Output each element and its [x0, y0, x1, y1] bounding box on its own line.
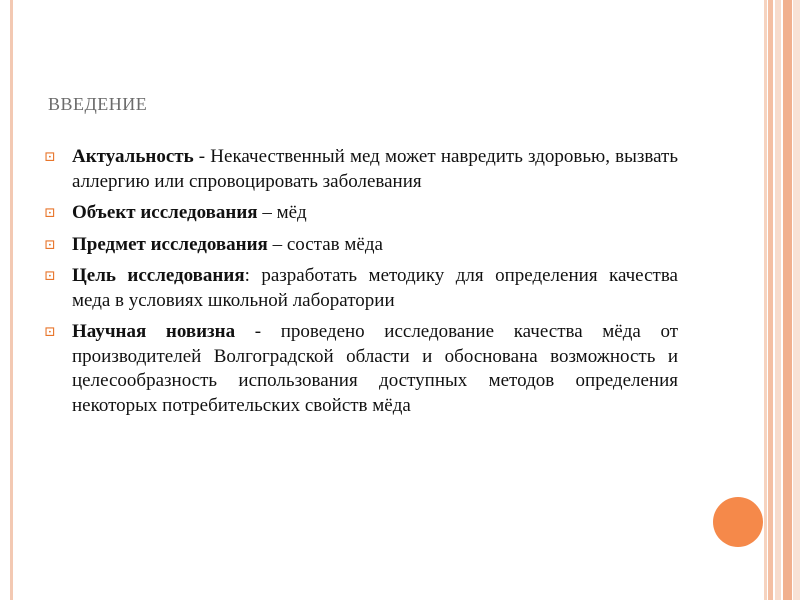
item-term: Предмет исследования	[72, 233, 268, 255]
bullet-icon: ⊡	[44, 237, 56, 253]
item-text: - проведено исследование качества мёда от производителей Волгоградской области и обоснована возможность и целесообразность использования доступных методов определения некоторых потребительских свойств мёда	[72, 321, 678, 416]
item-text: - Некачественный мед может навредить здоровью, вызвать аллергию или спровоцировать заболевания	[72, 146, 678, 192]
decorative-stripe	[793, 0, 800, 600]
item-term: Научная новизна	[72, 321, 236, 342]
item-term: Объект исследования	[72, 202, 258, 223]
item-text: – мёд	[257, 202, 307, 223]
bullet-icon: ⊡	[44, 325, 56, 340]
decorative-stripe	[768, 0, 773, 600]
bullet-icon: ⊡	[44, 206, 56, 221]
item-text: – состав мёда	[267, 233, 383, 255]
item-term: Цель исследования	[72, 265, 245, 286]
item-text: : разработать методику для определения качества меда в условиях школьной лаборатории	[72, 265, 678, 311]
item-term: Актуальность	[72, 146, 194, 167]
decorative-circle	[713, 497, 763, 547]
list-item	[44, 233, 678, 258]
list-item	[44, 201, 678, 226]
left-border-line	[10, 0, 13, 600]
list-item	[44, 320, 678, 418]
bullet-icon: ⊡	[44, 150, 56, 165]
decorative-stripe	[783, 0, 792, 600]
list-item	[44, 145, 678, 194]
slide-title: ВВЕДЕНИЕ	[48, 94, 148, 114]
decorative-stripe	[764, 0, 767, 600]
bullet-list	[44, 145, 678, 425]
bullet-icon: ⊡	[44, 269, 56, 284]
list-item	[44, 264, 678, 313]
decorative-stripe	[775, 0, 781, 600]
